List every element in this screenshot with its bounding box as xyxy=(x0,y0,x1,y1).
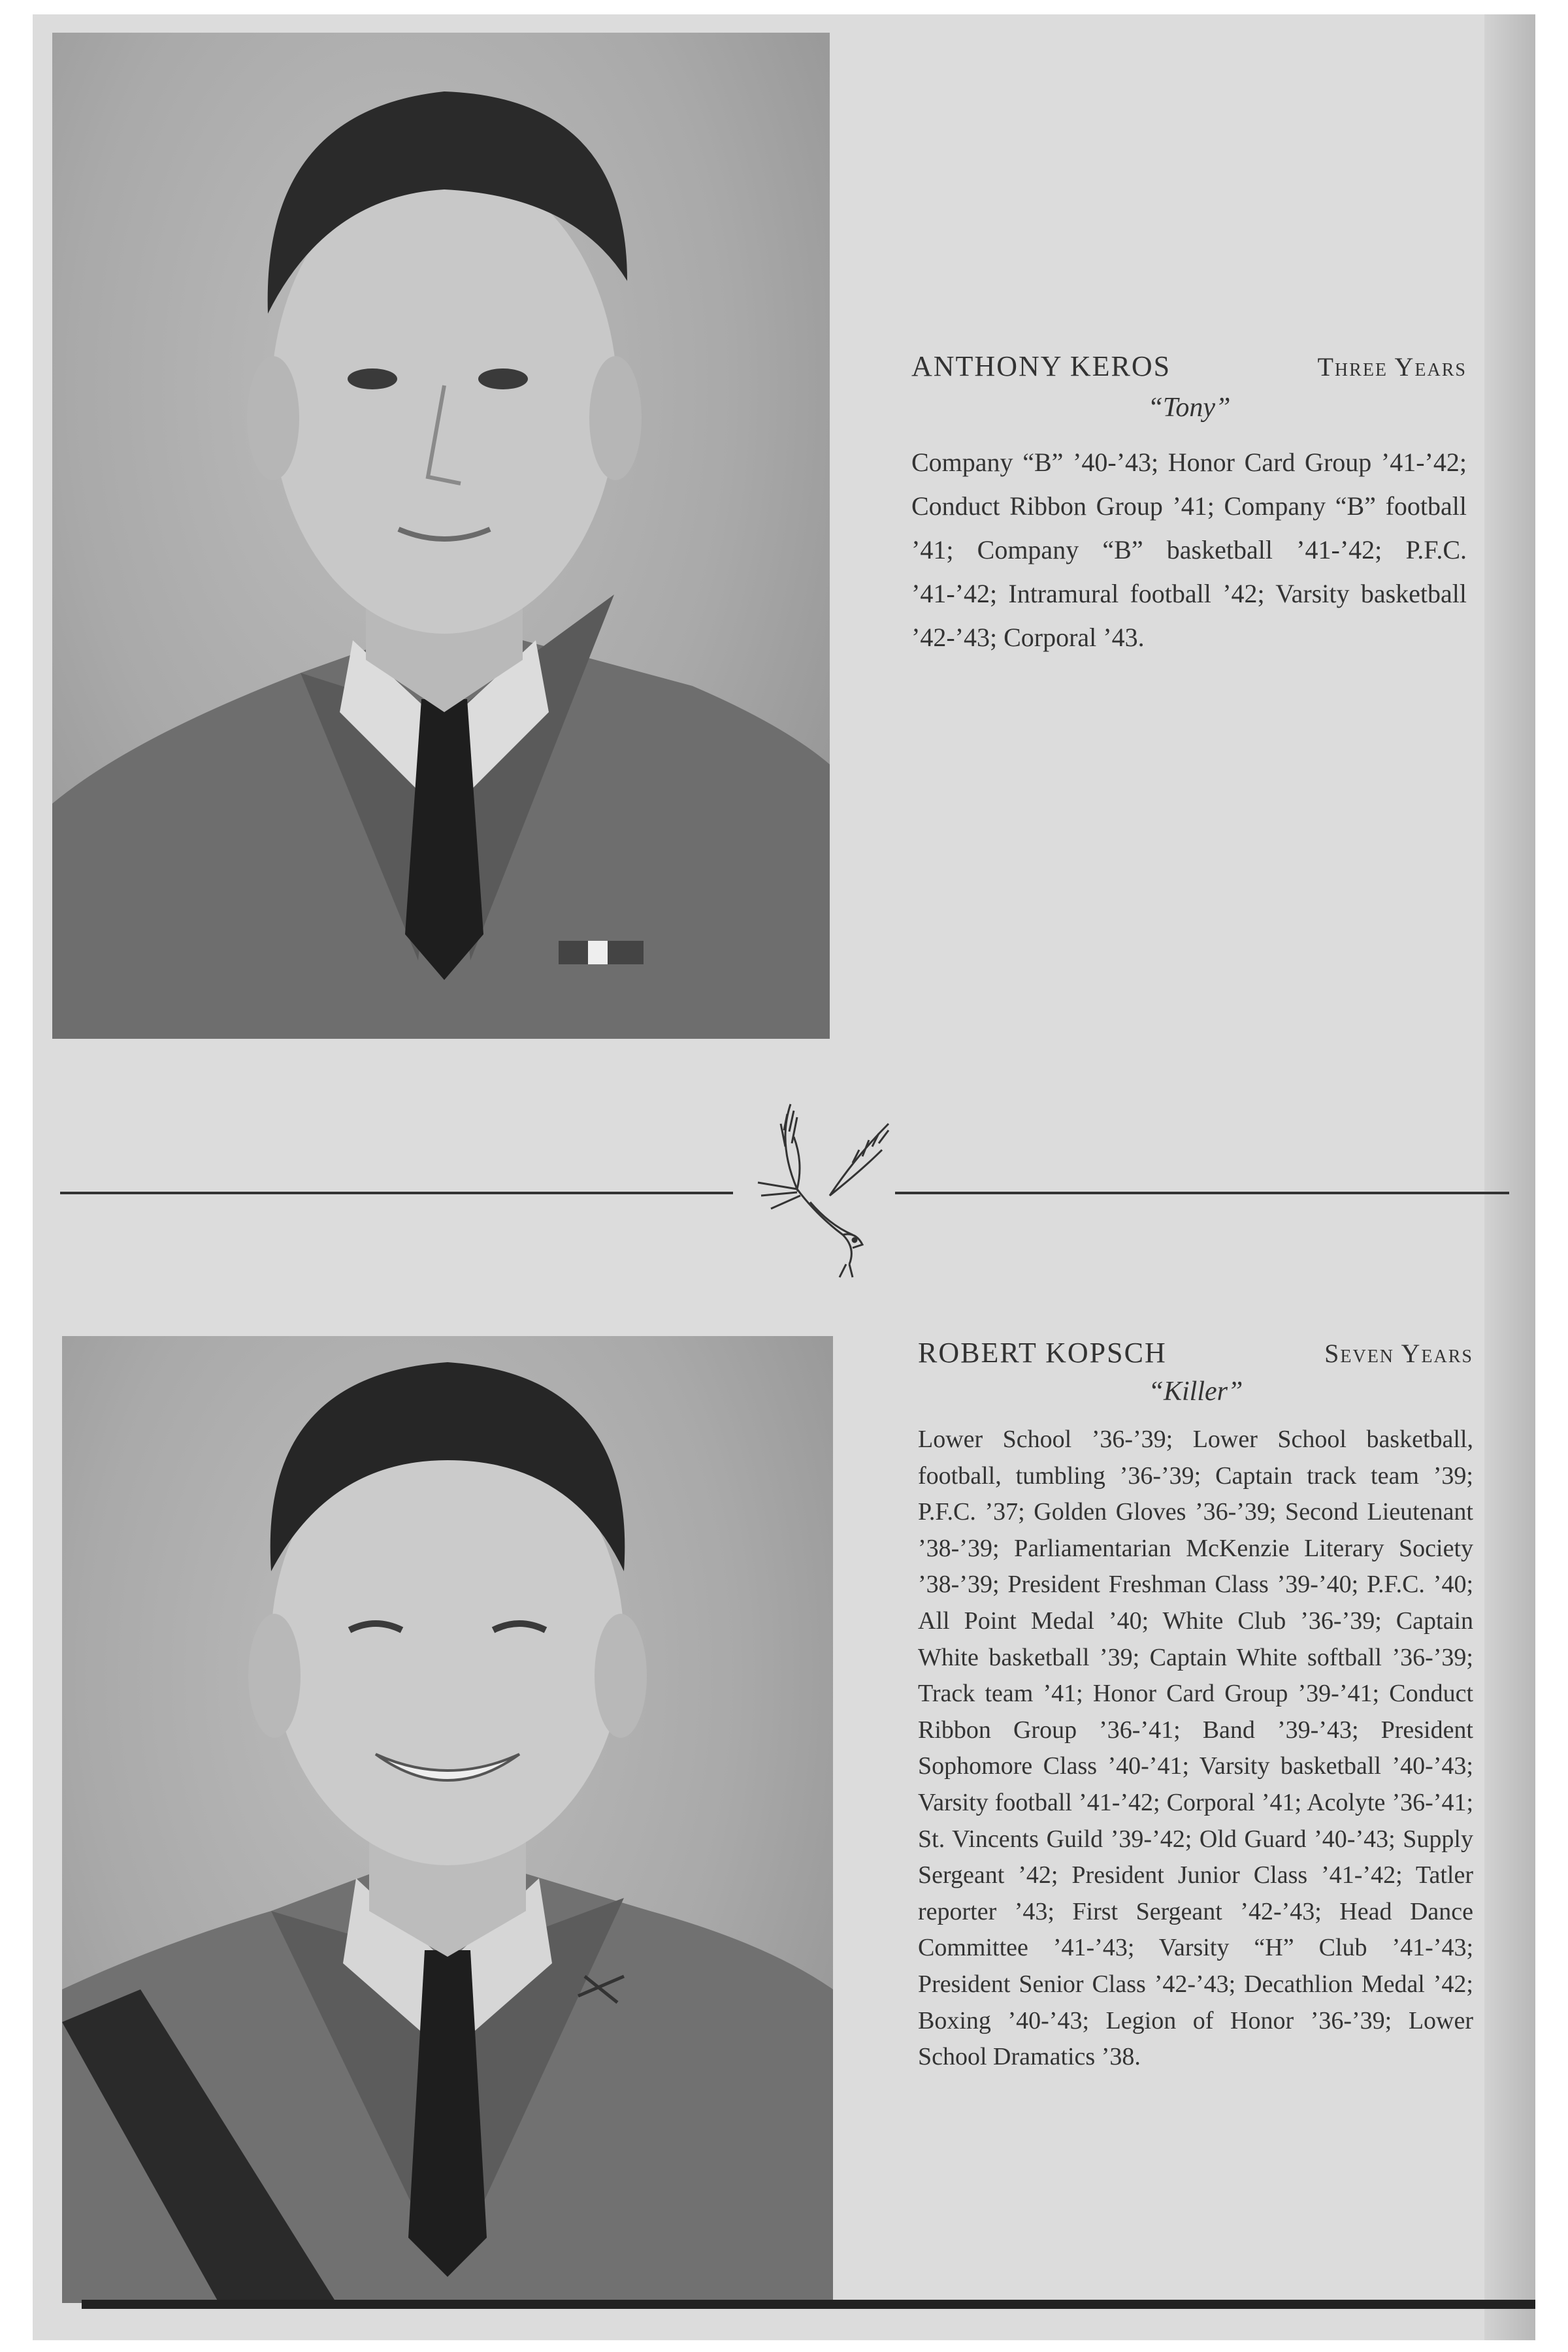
years-attended: Three Years xyxy=(1317,352,1467,382)
entry-keros xyxy=(911,350,1467,659)
student-name: ANTHONY KEROS xyxy=(911,350,1171,382)
entry-header xyxy=(911,350,1467,383)
portrait-silhouette xyxy=(52,33,830,1039)
entry-header xyxy=(918,1336,1473,1369)
student-activities: Company “B” ’40-’43; Honor Card Group ’41-’42; Conduct Ribbon Group ’41; Company “B” football ’41; Company “B” basketball ’41-’42; P.F.C. ’41-’42; Intramural football ’42; Varsity basketball ’42-’43; Corporal ’43. xyxy=(911,448,1467,652)
eagle-ornament-icon xyxy=(732,1085,895,1281)
years-attended: Seven Years xyxy=(1324,1339,1473,1368)
divider-rule-right xyxy=(895,1192,1509,1194)
entry-kopsch xyxy=(918,1336,1473,2076)
page-edge-shadow xyxy=(1484,14,1535,2340)
student-nickname: “Killer” xyxy=(1148,1377,1243,1407)
student-activities: Lower School ’36-’39; Lower School basketball, football, tumbling ’36-’39; Captain track team ’39; P.F.C. ’37; Golden Gloves ’36-’39; Second Lieutenant ’38-’39; Parliamentarian McKenzie Literary Society ’38-’39; President Freshman Class ’39-’40; P.F.C. ’40; All Point Medal ’40; White Club ’36-’39; Captain White basketball ’39; Captain White softball ’36-’39; Track team ’41; Honor Card Group ’39-’41; Conduct Ribbon Group ’36-’41; Band ’39-’43; President Sophomore Class ’40-’41; Varsity basketball ’40-’43; Varsity football ’41-’42; Corporal ’41; Acolyte ’36-’41; St. Vincents Guild ’39-’42; Old Guard ’40-’43; Supply Sergeant ’42; President Junior Class ’41-’42; Tatler reporter ’43; First Sergeant ’42-’43; Head Dance Committee ’41-’43; Varsity “H” Club ’41-’43; President Senior Class ’42-’43; Decathlion Medal ’42; Boxing ’40-’43; Legion of Honor ’36-’39; Lower School Dramatics ’38. xyxy=(918,1426,1473,2071)
portrait-photo-kopsch xyxy=(62,1336,833,2303)
student-name: ROBERT KOPSCH xyxy=(918,1337,1167,1369)
page-bottom-rule xyxy=(82,2300,1535,2309)
portrait-silhouette xyxy=(62,1336,833,2303)
student-nickname: “Tony” xyxy=(1147,393,1231,423)
portrait-photo-keros xyxy=(52,33,830,1039)
divider-rule-left xyxy=(60,1192,733,1194)
